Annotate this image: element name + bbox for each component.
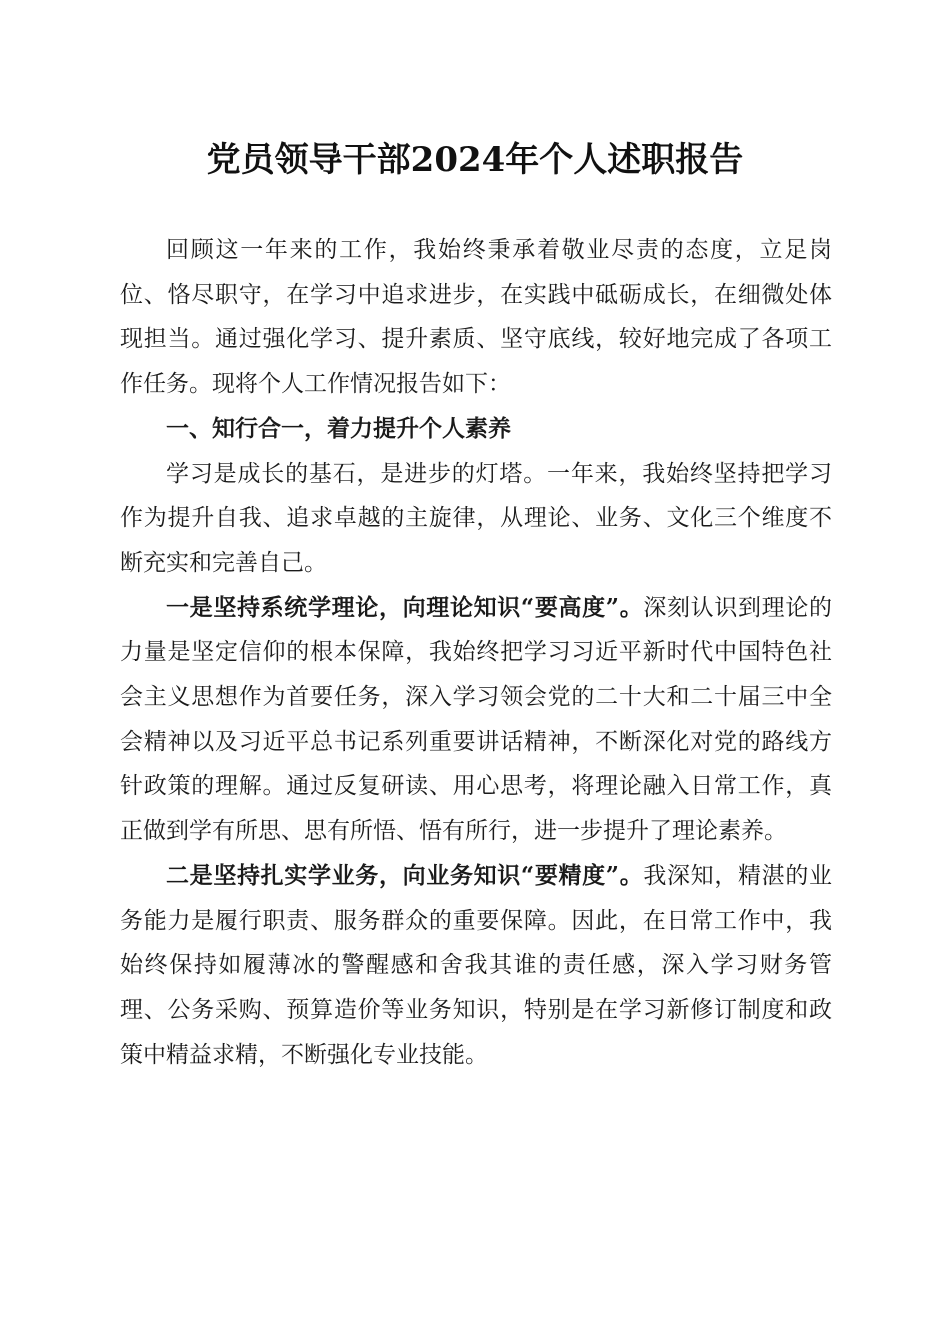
point-one-text: 深刻认识到理论的力量是坚定信仰的根本保障，我始终把学习习近平新时代中国特色社会主义思想作为首要任务，深入学习领会党的二十大和二十届三中全会精神以及习近平总书记系列重要讲话精神，不断深化对党的路线方针政策的理解。通过反复研读、用心思考，将理论融入日常工作，真正做到学有所思、思有所悟、悟有所行，进一步提升了理论素养。 xyxy=(120,594,832,845)
point-one-paragraph xyxy=(120,586,832,854)
section-heading: 一、知行合一，着力提升个人素养 xyxy=(166,415,511,442)
point-two-lead: 二是坚持扎实学业务，向业务知识“要精度”。 xyxy=(166,861,644,889)
point-one-lead: 一是坚持系统学理论，向理论知识“要高度”。 xyxy=(166,593,644,621)
document-title: 党员领导干部2024年个人述职报告 xyxy=(206,140,744,180)
point-two-paragraph xyxy=(120,854,832,1078)
section-summary-paragraph: 学习是成长的基石，是进步的灯塔。一年来，我始终坚持把学习作为提升自我、追求卓越的主旋律，从理论、业务、文化三个维度不断充实和完善自己。 xyxy=(120,460,832,576)
point-two-text: 我深知，精湛的业务能力是履行职责、服务群众的重要保障。因此，在日常工作中，我始终保持如履薄冰的警醒感和舍我其谁的责任感，深入学习财务管理、公务采购、预算造价等业务知识，特别是在学习新修订制度和政策中精益求精，不断强化专业技能。 xyxy=(120,862,832,1068)
intro-paragraph: 回顾这一年来的工作，我始终秉承着敬业尽责的态度，立足岗位、恪尽职守，在学习中追求进步，在实践中砥砺成长，在细微处体现担当。通过强化学习、提升素质、坚守底线，较好地完成了各项工作任务。现将个人工作情况报告如下： xyxy=(120,237,832,398)
document-body xyxy=(120,228,832,1077)
